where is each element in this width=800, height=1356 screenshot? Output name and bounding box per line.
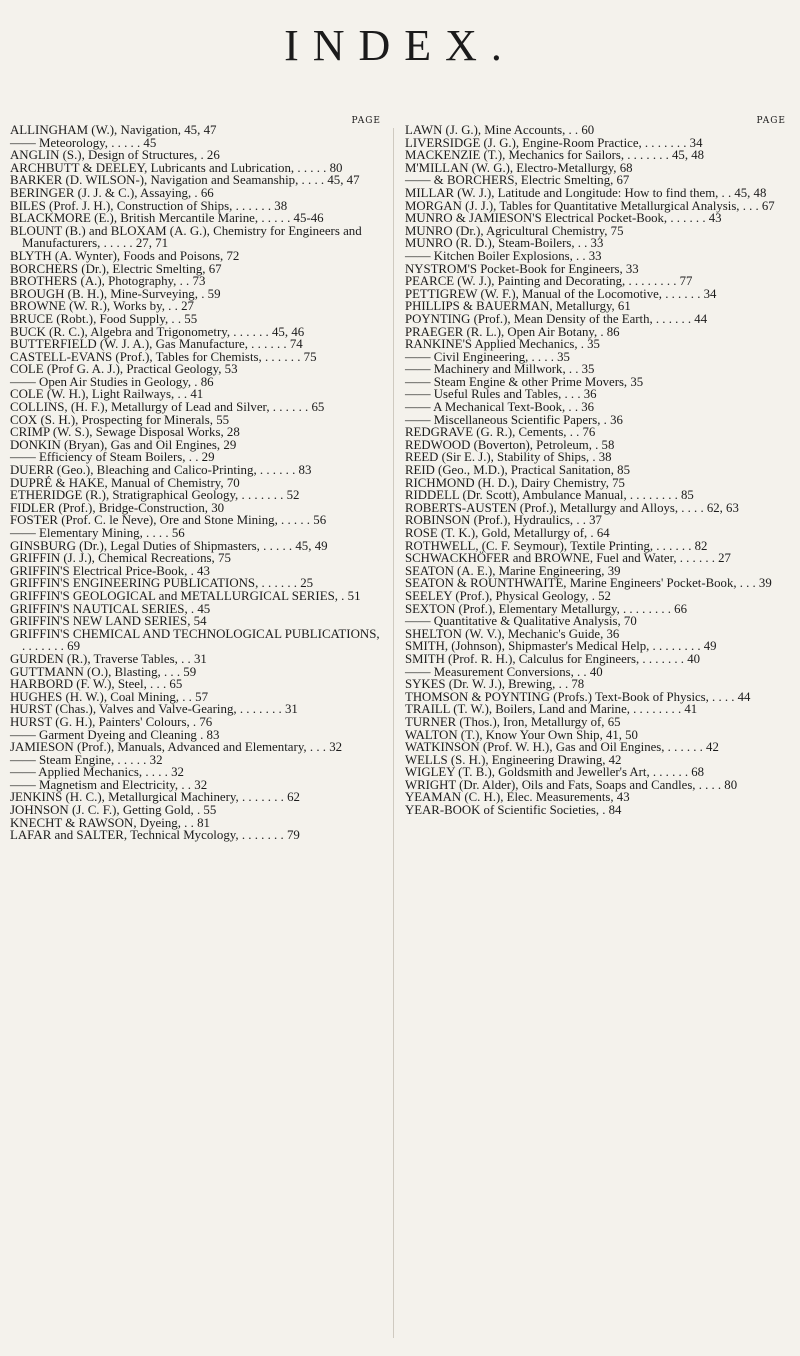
- index-entry: ROTHWELL, (C. F. Seymour), Textile Printing, . . . . . . 82: [405, 538, 708, 553]
- index-entry: PHILLIPS & BAUERMAN, Metallurgy, 61: [405, 299, 631, 314]
- index-entry: ANGLIN (S.), Design of Structures, . 26: [10, 148, 220, 163]
- index-entry: REDWOOD (Boverton), Petroleum, . 58: [405, 437, 615, 452]
- index-entry: GRIFFIN (J. J.), Chemical Recreations, 75: [10, 551, 231, 566]
- index-entry: ARCHBUTT & DEELEY, Lubricants and Lubrication, . . . . . 80: [10, 160, 343, 175]
- index-entry: WATKINSON (Prof. W. H.), Gas and Oil Engines, . . . . . . 42: [405, 740, 719, 755]
- index-entry: —— & BORCHERS, Electric Smelting, 67: [405, 173, 630, 188]
- index-entry: —— Open Air Studies in Geology, . 86: [10, 374, 214, 389]
- index-entry: —— Steam Engine & other Prime Movers, 35: [405, 374, 644, 389]
- index-entry: —— Machinery and Millwork, . . 35: [405, 362, 595, 377]
- index-entry: —— Elementary Mining, . . . . 56: [10, 526, 185, 540]
- index-entry: GRIFFIN'S NEW LAND SERIES, 54: [10, 614, 207, 629]
- index-entry: REDGRAVE (G. R.), Cements, . . 76: [405, 425, 596, 440]
- index-entry: KNECHT & RAWSON, Dyeing, . . 81: [10, 815, 210, 830]
- index-entry: DUPRÉ & HAKE, Manual of Chemistry, 70: [10, 475, 240, 490]
- index-entry: BARKER (D. WILSON-), Navigation and Seamanship, . . . . 45, 47: [10, 173, 360, 188]
- index-column-right: [405, 116, 790, 818]
- index-entry: BERINGER (J. J. & C.), Assaying, . 66: [10, 185, 214, 200]
- index-entry: SHELTON (W. V.), Mechanic's Guide, 36: [405, 626, 620, 641]
- index-entry: BUTTERFIELD (W. J. A.), Gas Manufacture, . . . . . . 74: [10, 337, 303, 352]
- index-entry: THOMSON & POYNTING (Profs.) Text-Book of Physics, . . . . 44: [405, 689, 751, 704]
- index-entry: PEARCE (W. J.), Painting and Decorating, . . . . . . . . 77: [405, 274, 693, 289]
- index-entry: —— Quantitative & Qualitative Analysis, 70: [405, 614, 637, 629]
- index-entry: YEAMAN (C. H.), Elec. Measurements, 43: [405, 790, 630, 805]
- index-entry: NYSTROM'S Pocket-Book for Engineers, 33: [405, 261, 639, 276]
- index-entry: —— A Mechanical Text-Book, . . 36: [405, 400, 595, 415]
- index-entry: SYKES (Dr. W. J.), Brewing, . . 78: [405, 677, 585, 692]
- index-entry: —— Measurement Conversions, . . 40: [405, 664, 603, 679]
- index-entry: HARBORD (F. W.), Steel, . . . 65: [10, 677, 183, 692]
- index-entry: —— Efficiency of Steam Boilers, . . 29: [10, 450, 215, 465]
- index-entry: MUNRO & JAMIESON'S Electrical Pocket-Book, . . . . . . 43: [405, 211, 722, 226]
- index-entry: COLE (Prof G. A. J.), Practical Geology, 53: [10, 362, 238, 377]
- index-entry: SCHWACKHÖFER and BROWNE, Fuel and Water, . . . . . . 27: [405, 551, 731, 566]
- index-entry: BROWNE (W. R.), Works by, . . 27: [10, 299, 194, 314]
- index-entry: —— Applied Mechanics, . . . . 32: [10, 765, 184, 780]
- index-entry: RIDDELL (Dr. Scott), Ambulance Manual, . . . . . . . . 85: [405, 488, 694, 503]
- index-entry: RANKINE'S Applied Mechanics, . 35: [405, 337, 600, 352]
- index-entry: WALTON (T.), Know Your Own Ship, 41, 50: [405, 727, 638, 742]
- index-entry: COLE (W. H.), Light Railways, . . 41: [10, 387, 204, 402]
- index-entry: BLYTH (A. Wynter), Foods and Poisons, 72: [10, 248, 240, 263]
- page-title: INDEX.: [284, 21, 516, 70]
- index-entry: ROSE (T. K.), Gold, Metallurgy of, . 64: [405, 526, 610, 540]
- index-entry: JENKINS (H. C.), Metallurgical Machinery, . . . . . . . 62: [10, 790, 300, 805]
- index-entry: LIVERSIDGE (J. G.), Engine-Room Practice, . . . . . . . 34: [405, 135, 703, 150]
- index-entry: BILES (Prof. J. H.), Construction of Ships, . . . . . . 38: [10, 198, 288, 213]
- index-entry: BUCK (R. C.), Algebra and Trigonometry, . . . . . . 45, 46: [10, 324, 305, 339]
- index-entry: GRIFFIN'S Electrical Price-Book, . 43: [10, 563, 210, 578]
- index-entry: TRAILL (T. W.), Boilers, Land and Marine, . . . . . . . . 41: [405, 702, 698, 717]
- index-entry: ROBINSON (Prof.), Hydraulics, . . 37: [405, 513, 602, 528]
- index-entry: M'MILLAN (W. G.), Electro-Metallurgy, 68: [405, 160, 633, 175]
- index-entry: —— Magnetism and Electricity, . . 32: [10, 777, 208, 792]
- index-entry: SEATON (A. E.), Marine Engineering, 39: [405, 563, 621, 578]
- index-entry: GUTTMANN (O.), Blasting, . . . 59: [10, 664, 197, 679]
- index-entry: SMITH, (Johnson), Shipmaster's Medical Help, . . . . . . . . 49: [405, 639, 717, 654]
- index-entry: SEATON & ROUNTHWAITE, Marine Engineers' Pocket-Book, . . . 39: [405, 576, 772, 591]
- index-entry: TURNER (Thos.), Iron, Metallurgy of, 65: [405, 714, 621, 729]
- index-entry: —— Kitchen Boiler Explosions, . . 33: [405, 248, 602, 263]
- index-entry: HUGHES (H. W.), Coal Mining, . . 57: [10, 689, 209, 704]
- index-entry: RICHMOND (H. D.), Dairy Chemistry, 75: [405, 475, 625, 490]
- index-entry: —— Miscellaneous Scientific Papers, . 36: [405, 412, 623, 427]
- index-entry: WRIGHT (Dr. Alder), Oils and Fats, Soaps and Candles, . . . . 80: [405, 777, 738, 792]
- index-entry: REED (Sir E. J.), Stability of Ships, . 38: [405, 450, 612, 465]
- index-entry: GURDEN (R.), Traverse Tables, . . 31: [10, 651, 207, 666]
- index-entry: CRIMP (W. S.), Sewage Disposal Works, 28: [10, 425, 240, 440]
- index-entry: —— Meteorology, . . . . . 45: [10, 135, 157, 150]
- index-entry: JAMIESON (Prof.), Manuals, Advanced and Elementary, . . . 32: [10, 740, 343, 755]
- column-divider: [393, 128, 394, 1338]
- index-entry: PETTIGREW (W. F.), Manual of the Locomotive, . . . . . . 34: [405, 286, 717, 301]
- index-entry: COLLINS, (H. F.), Metallurgy of Lead and Silver, . . . . . . 65: [10, 400, 325, 415]
- index-entry: WELLS (S. H.), Engineering Drawing, 42: [405, 752, 622, 767]
- index-entry: GRIFFIN'S CHEMICAL AND TECHNOLOGICAL PUBLICATIONS, . . . . . . . 69: [10, 626, 380, 654]
- index-entry: REID (Geo., M.D.), Practical Sanitation, 85: [405, 463, 630, 478]
- index-entry: LAFAR and SALTER, Technical Mycology, . . . . . . . 79: [10, 828, 300, 843]
- index-entry: BLACKMORE (E.), British Mercantile Marine, . . . . . 45-46: [10, 211, 324, 226]
- index-entry: GINSBURG (Dr.), Legal Duties of Shipmasters, . . . . . 45, 49: [10, 538, 328, 553]
- index-entry: COX (S. H.), Prospecting for Minerals, 55: [10, 412, 230, 427]
- index-entry: HURST (Chas.), Valves and Valve-Gearing, . . . . . . . 31: [10, 702, 298, 717]
- index-entry: BORCHERS (Dr.), Electric Smelting, 67: [10, 261, 222, 276]
- index-entry: ETHERIDGE (R.), Stratigraphical Geology, . . . . . . . 52: [10, 488, 300, 503]
- index-entry: GRIFFIN'S ENGINEERING PUBLICATIONS, . . . . . . 25: [10, 576, 314, 591]
- index-entry: DUERR (Geo.), Bleaching and Calico-Printing, . . . . . . 83: [10, 463, 312, 478]
- index-entry: PRAEGER (R. L.), Open Air Botany, . 86: [405, 324, 620, 339]
- index-list-right: [405, 124, 790, 817]
- index-entry: FIDLER (Prof.), Bridge-Construction, 30: [10, 500, 225, 515]
- index-entry: POYNTING (Prof.), Mean Density of the Earth, . . . . . . 44: [405, 311, 708, 326]
- index-entry: MORGAN (J. J.), Tables for Quantitative Metallurgical Analysis, . . . 67: [405, 198, 775, 213]
- index-entry: SEELEY (Prof.), Physical Geology, . 52: [405, 588, 611, 603]
- index-entry: MILLAR (W. J.), Latitude and Longitude: How to find them, . . 45, 48: [405, 185, 767, 200]
- index-entry: MACKENZIE (T.), Mechanics for Sailors, . . . . . . . 45, 48: [405, 148, 705, 163]
- index-entry: GRIFFIN'S GEOLOGICAL and METALLURGICAL SERIES, . 51: [10, 588, 361, 603]
- page-column-header: PAGE: [351, 116, 381, 126]
- index-list-left: [10, 124, 385, 842]
- index-entry: BLOUNT (B.) and BLOXAM (A. G.), Chemistry for Engineers and Manufacturers, . . . . . 27, 71: [10, 223, 362, 251]
- index-entry: BRUCE (Robt.), Food Supply, . . 55: [10, 311, 198, 326]
- page-column-header: PAGE: [756, 116, 786, 126]
- index-entry: SMITH (Prof. R. H.), Calculus for Engineers, . . . . . . . 40: [405, 651, 701, 666]
- index-entry: —— Civil Engineering, . . . . 35: [405, 349, 570, 364]
- index-entry: BROUGH (B. H.), Mine-Surveying, . 59: [10, 286, 221, 301]
- index-entry: —— Garment Dyeing and Cleaning . 83: [10, 727, 220, 742]
- index-entry: JOHNSON (J. C. F.), Getting Gold, . 55: [10, 803, 217, 818]
- index-entry: LAWN (J. G.), Mine Accounts, . . 60: [405, 123, 595, 137]
- index-entry: ALLINGHAM (W.), Navigation, 45, 47: [10, 123, 217, 137]
- index-entry: MUNRO (R. D.), Steam-Boilers, . . 33: [405, 236, 604, 251]
- index-entry: HURST (G. H.), Painters' Colours, . 76: [10, 714, 213, 729]
- index-entry: BROTHERS (A.), Photography, . . 73: [10, 274, 206, 289]
- index-entry: CASTELL-EVANS (Prof.), Tables for Chemists, . . . . . . 75: [10, 349, 317, 364]
- index-entry: ROBERTS-AUSTEN (Prof.), Metallurgy and Alloys, . . . . 62, 63: [405, 500, 739, 515]
- index-entry: MUNRO (Dr.), Agricultural Chemistry, 75: [405, 223, 624, 238]
- index-entry: DONKIN (Bryan), Gas and Oil Engines, 29: [10, 437, 237, 452]
- index-entry: FOSTER (Prof. C. le Neve), Ore and Stone Mining, . . . . . 56: [10, 513, 327, 528]
- index-entry: YEAR-BOOK of Scientific Societies, . 84: [405, 803, 622, 818]
- index-entry: —— Steam Engine, . . . . . 32: [10, 752, 163, 767]
- index-entry: WIGLEY (T. B.), Goldsmith and Jeweller's Art, . . . . . . 68: [405, 765, 705, 780]
- index-entry: —— Useful Rules and Tables, . . . 36: [405, 387, 597, 402]
- index-column-left: [10, 116, 385, 843]
- index-entry: SEXTON (Prof.), Elementary Metallurgy, . . . . . . . . 66: [405, 601, 687, 616]
- index-entry: GRIFFIN'S NAUTICAL SERIES, . 45: [10, 601, 211, 616]
